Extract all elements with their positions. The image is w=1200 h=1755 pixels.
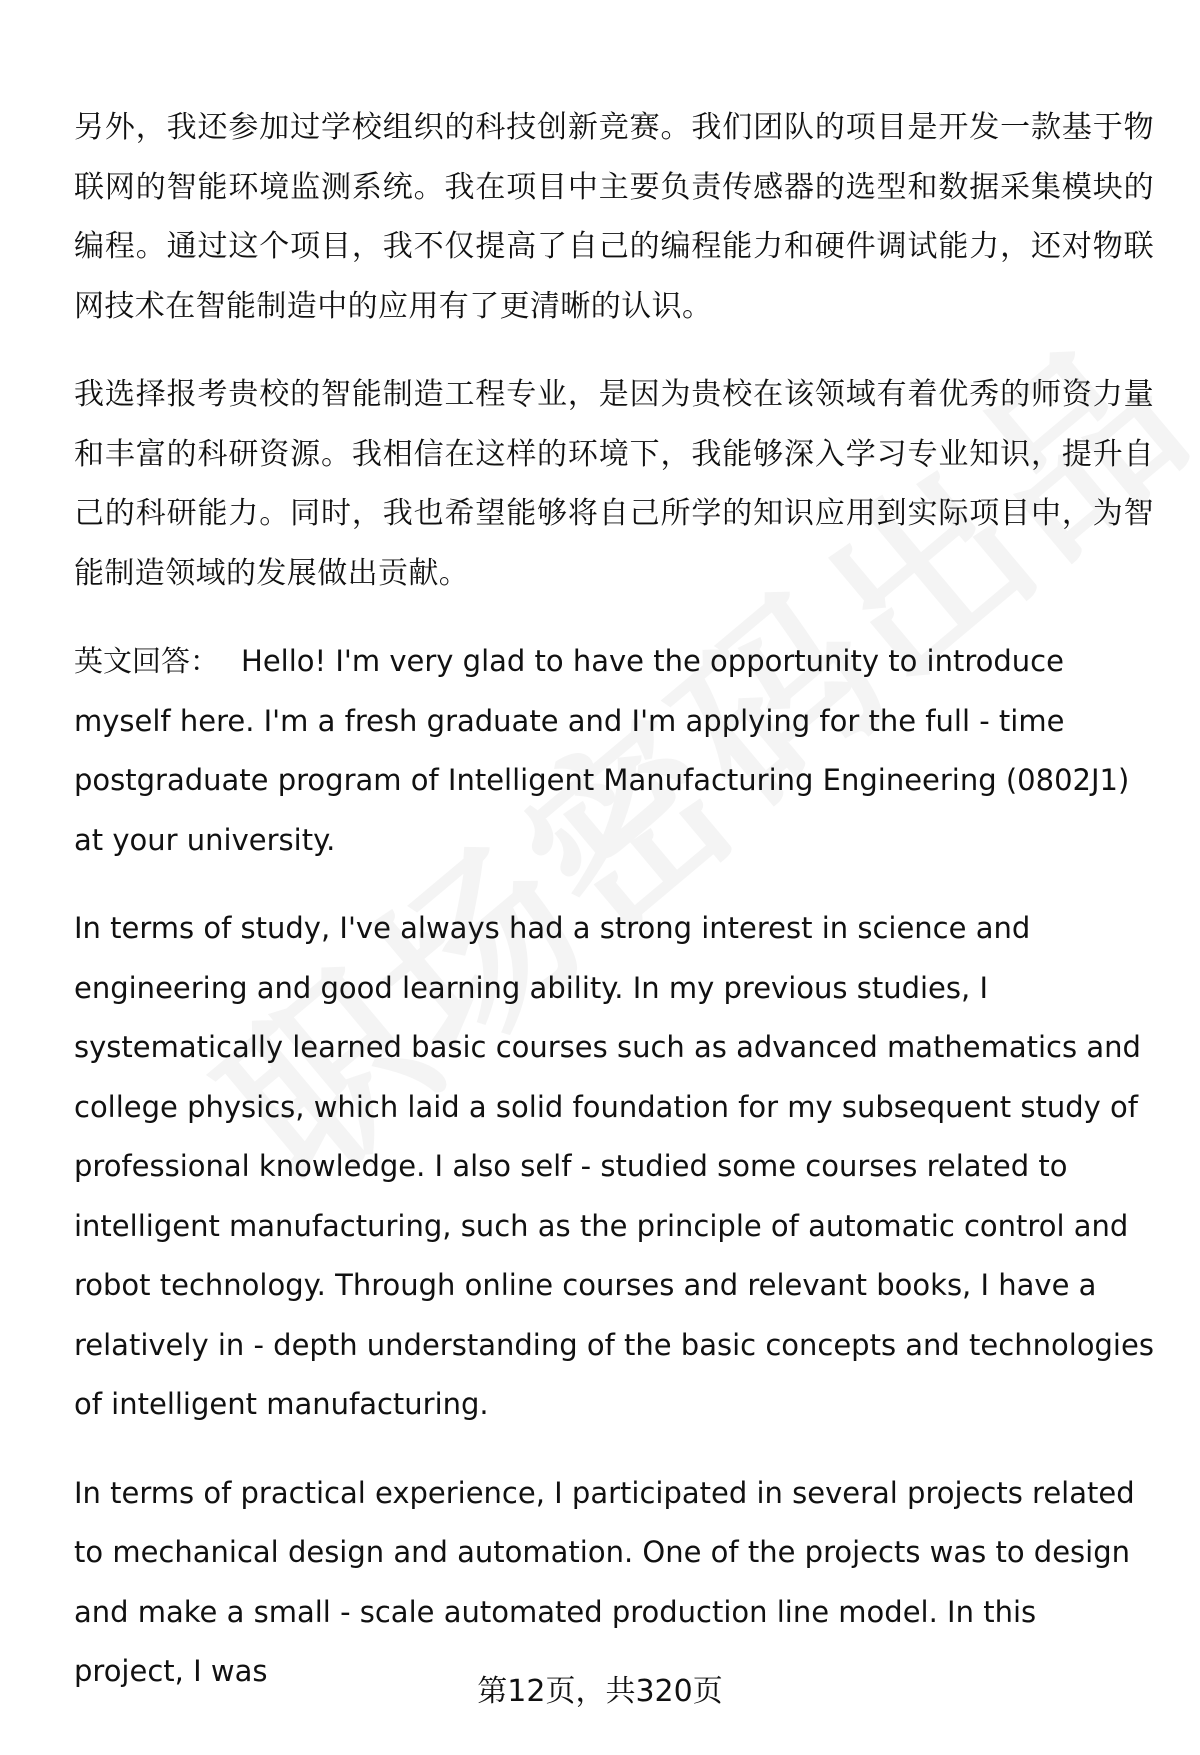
paragraph-en-practice: In terms of practical experience, I participated in several projects related to mechanical design and automation. One of the projects was to design and make a small - scale automated production line model. In this project, I was [74, 1475, 1135, 1688]
page-number: 第12页，共320页 [477, 1674, 723, 1709]
english-answer-intro: Hello! I'm very glad to have the opportunity to introduce myself here. I'm a fresh graduate and I'm applying for the full - time postgraduate program of Intelligent Manufacturing Engineering (0802J1) at your university. [74, 644, 1130, 857]
paragraph-en-study: In terms of study, I've always had a strong interest in science and engineering and good learning ability. In my previous studies, I systematically learned basic courses such as advanced mathematics and college physics, which laid a solid foundation for my subsequent study of professional knowledge. I also self - studied some courses related to intelligent manufacturing, such as the principle of automatic control and robot technology. Through online courses and relevant books, I have a relatively in - depth understanding of the basic concepts and technologies of intelligent manufacturing. [74, 911, 1154, 1421]
paragraph-zh-motivation: 我选择报考贵校的智能制造工程专业，是因为贵校在该领域有着优秀的师资力量和丰富的科研资源。我相信在这样的环境下，我能够深入学习专业知识，提升自己的科研能力。同时，我也希望能够将自己所学的知识应用到实际项目中，为智能制造领域的发展做出贡献。 [74, 377, 1154, 591]
paragraph-zh-competition: 另外，我还参加过学校组织的科技创新竞赛。我们团队的项目是开发一款基于物联网的智能环境监测系统。我在项目中主要负责传感器的选型和数据采集模块的编程。通过这个项目，我不仅提高了自己的编程能力和硬件调试能力，还对物联网技术在智能制造中的应用有了更清晰的认识。 [74, 110, 1154, 324]
english-answer-label: 英文回答： [74, 644, 220, 678]
paragraph-en-intro [74, 632, 1154, 870]
document-body [74, 98, 1154, 1731]
